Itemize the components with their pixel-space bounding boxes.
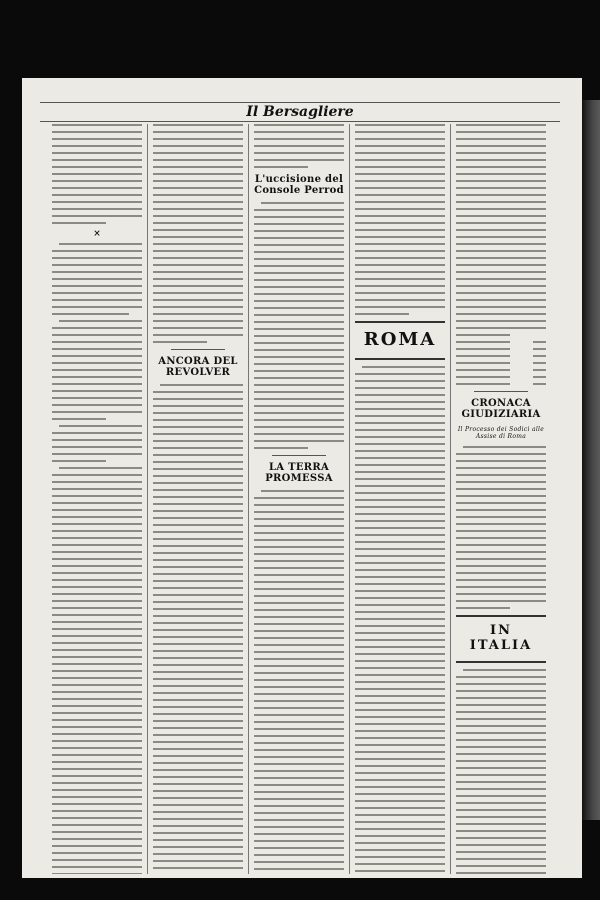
separator — [355, 358, 445, 360]
separator — [474, 391, 528, 392]
column-2-text — [153, 124, 243, 874]
column-5 — [456, 124, 546, 874]
subheading-processo: Il Processo dei Sodici alle Assise di Roma — [457, 426, 545, 440]
column-rule-2 — [248, 124, 249, 874]
column-5-text — [456, 124, 546, 874]
section-mark: × — [93, 229, 101, 239]
heading-in-italia: IN ITALIA — [469, 623, 533, 653]
heading-terra-promessa: LA TERRA PROMESSA — [265, 462, 333, 484]
separator — [272, 455, 326, 456]
heading-uccisione-console: L'uccisione del Console Perrod — [254, 174, 344, 196]
separator — [171, 349, 225, 350]
column-1-text — [52, 124, 142, 874]
header-rule-bottom — [40, 121, 560, 122]
header-rule-top — [40, 102, 560, 103]
column-4 — [355, 124, 445, 874]
column-3-text — [254, 124, 344, 874]
column-rule-1 — [147, 124, 148, 874]
column-2 — [153, 124, 243, 874]
masthead-title: Il Bersagliere — [246, 104, 354, 120]
heading-cronaca-giudiziaria: CRONACA GIUDIZIARIA — [461, 398, 541, 420]
column-1 — [52, 124, 142, 874]
column-3 — [254, 124, 344, 874]
heading-ancora-del-revolver: ANCORA DEL REVOLVER — [158, 356, 238, 378]
separator — [456, 615, 546, 617]
heading-roma: ROMA — [363, 329, 437, 350]
column-rule-4 — [450, 124, 451, 874]
page-edge-shadow — [582, 100, 600, 820]
separator — [456, 661, 546, 663]
column-rule-3 — [349, 124, 350, 874]
column-4-text — [355, 124, 445, 874]
separator — [355, 321, 445, 323]
